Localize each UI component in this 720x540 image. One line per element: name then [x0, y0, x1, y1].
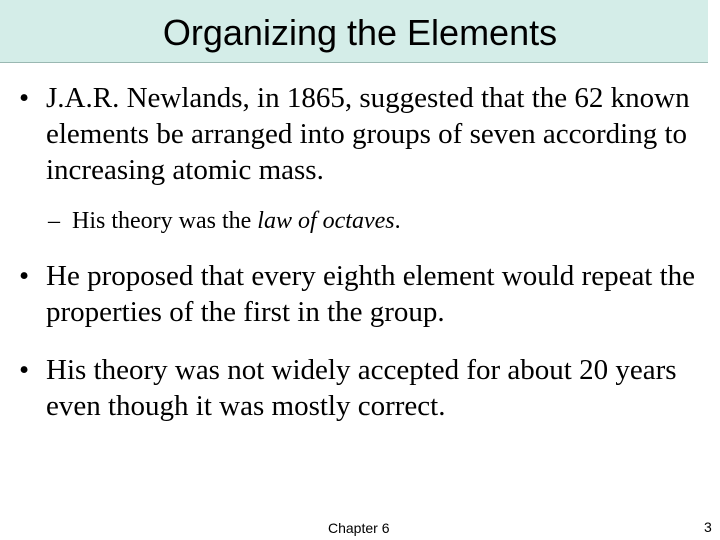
sub-bullet-suffix: .	[394, 208, 401, 234]
sub-bullet-emphasis: law of octaves	[257, 208, 395, 234]
bullet-text: He proposed that every eighth element would repeat the properties of the first in the group.	[46, 260, 696, 328]
slide-footer: Chapter 6	[328, 520, 390, 536]
bullet-item	[16, 258, 706, 330]
bullet-marker: •	[19, 82, 30, 114]
bullet-marker: •	[19, 260, 30, 292]
slide-content	[16, 80, 706, 424]
bullet-marker: •	[19, 354, 30, 386]
bullet-text: J.A.R. Newlands, in 1865, suggested that the 62 known elements be arranged into groups of seven according to increasing atomic mass.	[46, 82, 690, 186]
page-number: 3	[704, 519, 712, 535]
bullet-text: His theory was not widely accepted for about 20 years even though it was mostly correct.	[46, 354, 677, 422]
bullet-item	[16, 352, 706, 424]
sub-bullet-prefix: His theory was the	[72, 208, 258, 234]
sub-bullet-item	[16, 206, 706, 236]
slide-title: Organizing the Elements	[162, 12, 558, 53]
sub-bullet-marker: –	[48, 208, 60, 234]
bullet-item	[16, 80, 706, 188]
